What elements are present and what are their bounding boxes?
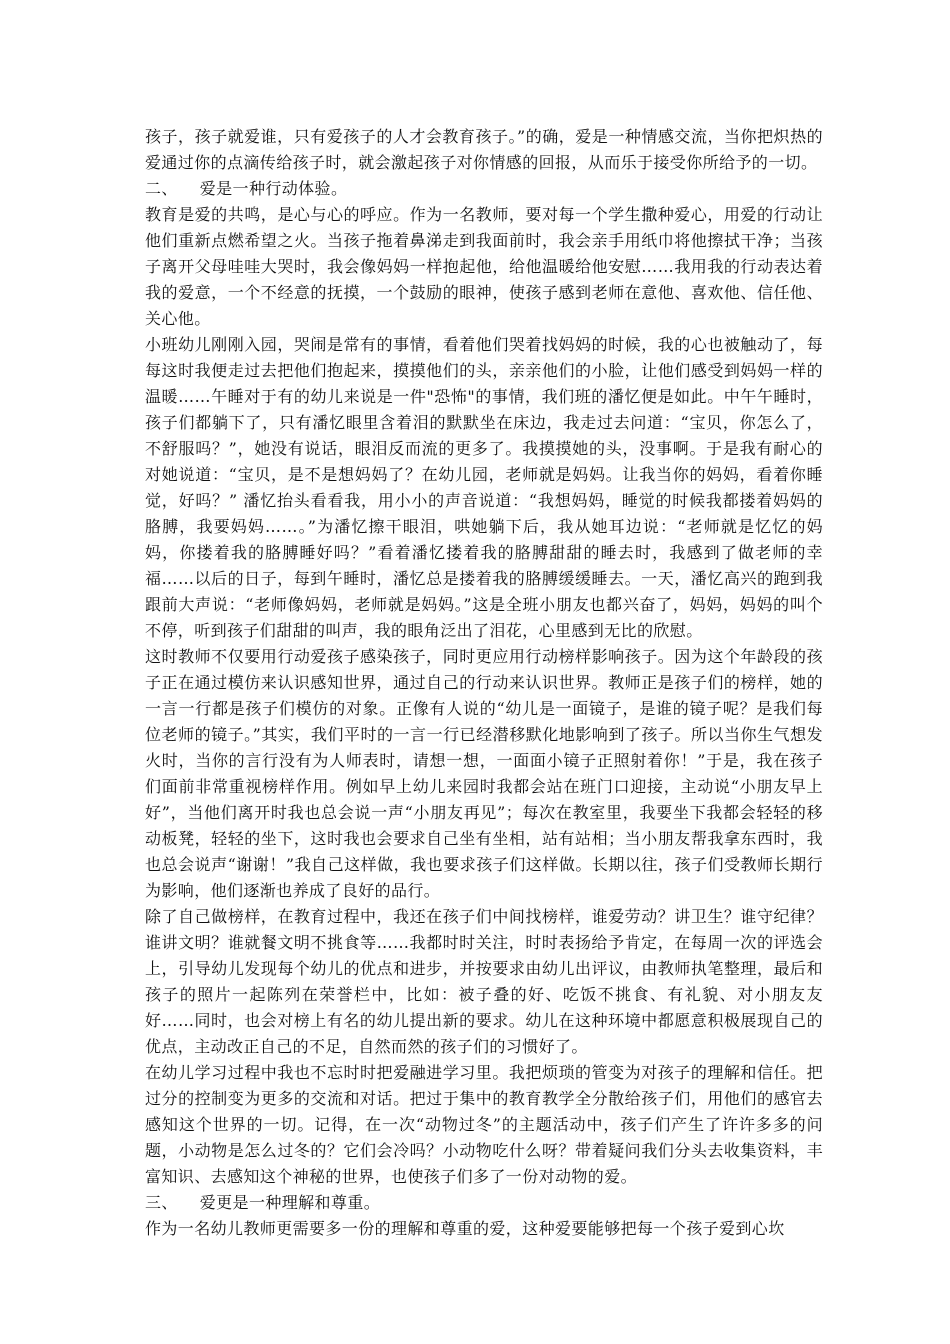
paragraph-intro-continuation: 孩子，孩子就爱谁，只有爱孩子的人才会教育孩子。”的确，爱是一种情感交流，当你把炽热的爱通过你的点滴传给孩子时，就会激起孩子对你情感的回报，从而乐于接受你所给予的一切。 (145, 127, 823, 172)
section-heading-3: 三、 爱更是一种理解和尊重。 (145, 1193, 381, 1212)
paragraph-understanding-respect: 作为一名幼儿教师更需要多一份的理解和尊重的爱，这种爱要能够把每一个孩子爱到心坎 (145, 1219, 785, 1238)
paragraph-finding-models: 除了自己做榜样，在教育过程中，我还在孩子们中间找榜样，谁爱劳动？讲卫生？谁守纪律？谁讲文明？谁就餐文明不挑食等……我都时时关注，时时表扬给予肯定，在每周一次的评选会上，引导幼儿发现每个幼儿的优点和进步，并按要求由幼儿出评议，由教师执笔整理，最后和孩子的照片一起陈列在荣誉栏中，比如：被子叠的好、吃饭不挑食、有礼貌、对小朋友友好……同时，也会对榜上有名的幼儿提出新的要求。幼儿在这种环境中都愿意积极展现自己的优点，主动改正自己的不足，自然而然的孩子们的习惯好了。 (145, 907, 823, 1056)
document-page (145, 124, 823, 1242)
paragraph-learning-love: 在幼儿学习过程中我也不忘时时把爱融进学习里。我把烦琐的管变为对孩子的理解和信任。把过分的控制变为更多的交流和对话。把过于集中的教育教学全分散给孩子们，用他们的感官去感知这个世界的一切。记得，在一次“动物过冬”的主题活动中，孩子们产生了许许多多的问题，小动物是怎么过冬的？它们会冷吗？小动物吃什么呀？带着疑问我们分头去收集资料，丰富知识、去感知这个神秘的世界，也使孩子们多了一份对动物的爱。 (145, 1063, 823, 1186)
paragraph-panyi-story: 小班幼儿刚刚入园，哭闹是常有的事情，看着他们哭着找妈妈的时候，我的心也被触动了，每每这时我便走过去把他们抱起来，摸摸他们的头，亲亲他们的小脸，让他们感受到妈妈一样的温暖……午睡对于有的幼儿来说是一件"恐怖"的事情，我们班的潘忆便是如此。中午午睡时，孩子们都躺下了，只有潘忆眼里含着泪的默默坐在床边，我走过去问道：“宝贝，你怎么了，不舒服吗？”，她没有说话，眼泪反而流的更多了。我摸摸她的头，没事啊。于是我有耐心的对她说道：“宝贝，是不是想妈妈了？在幼儿园，老师就是妈妈。让我当你的妈妈，看着你睡觉，好吗？” 潘忆抬头看看我，用小小的声音说道：“我想妈妈，睡觉的时候我都搂着妈妈的胳膊，我要妈妈……。”为潘忆擦干眼泪，哄她躺下后，我从她耳边说：“老师就是忆忆的妈妈，你搂着我的胳膊睡好吗？”看着潘忆搂着我的胳膊甜甜的睡去时，我感到了做老师的幸福……以后的日子，每到午睡时，潘忆总是搂着我的胳膊缓缓睡去。一天，潘忆高兴的跑到我跟前大声说：“老师像妈妈，老师就是妈妈。”这是全班小朋友也都兴奋了，妈妈，妈妈的叫个不停，听到孩子们甜甜的叫声，我的眼角泛出了泪花，心里感到无比的欣慰。 (145, 335, 823, 640)
paragraph-role-model: 这时教师不仅要用行动爱孩子感染孩子，同时更应用行动榜样影响孩子。因为这个年龄段的孩子正在通过模仿来认识感知世界，通过自己的行动来认识世界。教师正是孩子们的榜样，她的一言一行都是孩子们模仿的对象。正像有人说的“幼儿是一面镜子，是谁的镜子呢？是我们每位老师的镜子。”其实，我们平时的一言一行已经潜移默化地影响到了孩子。所以当你生气想发火时，当你的言行没有为人师表时，请想一想，一面面小镜子正照射着你！”于是，我在孩子们面前非常重视榜样作用。例如早上幼儿来园时我都会站在班门口迎接，主动说“小朋友早上好”，当他们离开时我也总会说一声“小朋友再见”；每次在教室里，我要坐下我都会轻轻的移动板凳，轻轻的坐下，这时我也会要求自己坐有坐相，站有站相；当小朋友帮我拿东西时，我也总会说声“谢谢！”我自己这样做，我也要求孩子们这样做。长期以往，孩子们受教师长期行为影响，他们逐渐也养成了良好的品行。 (145, 647, 823, 900)
section-heading-2: 二、 爱是一种行动体验。 (145, 179, 348, 198)
paragraph-love-resonance: 教育是爱的共鸣，是心与心的呼应。作为一名教师，要对每一个学生撒种爱心，用爱的行动让他们重新点燃希望之火。当孩子拖着鼻涕走到我面前时，我会亲手用纸巾将他擦拭干净；当孩子离开父母哇哇大哭时，我会像妈妈一样抱起他，给他温暖给他安慰……我用我的行动表达着我的爱意，一个不经意的抚摸，一个鼓励的眼神，使孩子感到老师在意他、喜欢他、信任他、关心他。 (145, 205, 823, 328)
